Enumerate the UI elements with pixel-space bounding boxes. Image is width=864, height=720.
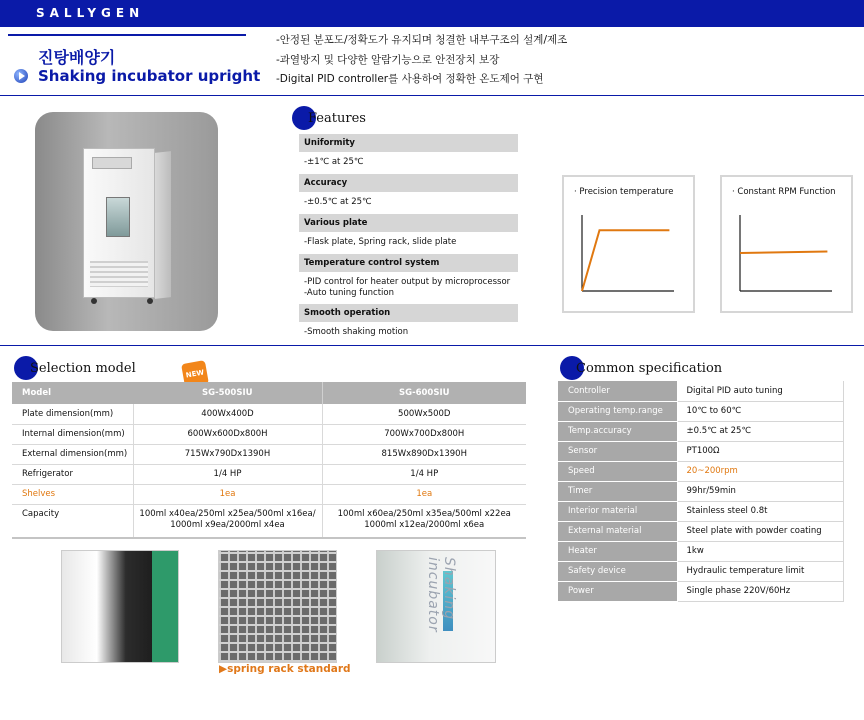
feature-label: Temperature control system (299, 254, 518, 272)
spec-value: 99hr/59min (677, 481, 844, 501)
series-line (582, 230, 669, 291)
spec-value: 10℃ to 60℃ (677, 401, 844, 421)
photo-caption: ▶spring rack standard (219, 663, 351, 675)
cell-value: 100ml x40ea/250ml x25ea/500ml x16ea/ 1000ml x9ea/2000ml x4ea (133, 504, 322, 538)
table-row (12, 444, 526, 464)
spec-key: Sensor (558, 441, 677, 461)
section-title: Common specification (576, 361, 723, 376)
graph-title: · Constant RPM Function (732, 187, 836, 197)
spec-value: Digital PID auto tuning (677, 381, 844, 401)
section-title: Features (308, 111, 366, 126)
door-window (106, 197, 130, 237)
column-header: Model (12, 382, 133, 404)
spec-row (558, 541, 844, 561)
table-header-row (12, 382, 526, 404)
row-label: Capacity (12, 504, 133, 538)
spec-row (558, 421, 844, 441)
product-title-english: Shaking incubator upright (38, 67, 261, 85)
cabinet-side (155, 151, 171, 299)
photo-lettering: Shaking incubator (425, 557, 457, 633)
feature-label: Various plate (299, 214, 518, 232)
graph-title: · Precision temperature (574, 187, 674, 197)
feature-label: Uniformity (299, 134, 518, 152)
spec-value: ±0.5℃ at 25℃ (677, 421, 844, 441)
feature-value: -Flask plate, Spring rack, slide plate (304, 237, 457, 247)
spec-row (558, 481, 844, 501)
spec-row (558, 581, 844, 601)
row-label: Shelves (12, 484, 133, 504)
spec-key: Safety device (558, 561, 677, 581)
section-title: Selection model (30, 361, 136, 376)
table-row (12, 404, 526, 424)
table-row (12, 464, 526, 484)
caster-wheel (91, 298, 97, 304)
feature-value: -Smooth shaking motion (304, 327, 409, 337)
divider (0, 345, 864, 346)
product-photo (35, 112, 218, 331)
spec-row (558, 521, 844, 541)
top-banner (0, 0, 864, 27)
spec-value: Hydraulic temperature limit (677, 561, 844, 581)
spec-table (558, 381, 844, 602)
spec-row (558, 401, 844, 421)
spec-key: Temp.accuracy (558, 421, 677, 441)
cell-value: 1ea (322, 484, 526, 504)
cell-value: 1/4 HP (322, 464, 526, 484)
product-title-korean: 진탕배양기 (38, 48, 116, 67)
spec-key: Operating temp.range (558, 401, 677, 421)
feature-label: Accuracy (299, 174, 518, 192)
row-label: Plate dimension(mm) (12, 404, 133, 424)
spec-key: Speed (558, 461, 677, 481)
table-row (12, 424, 526, 444)
cell-value: 1/4 HP (133, 464, 322, 484)
vent-grill (90, 261, 148, 287)
column-header: SG-600SIU (322, 382, 526, 404)
feature-label: Smooth operation (299, 304, 518, 322)
row-label: External dimension(mm) (12, 444, 133, 464)
spec-key: Heater (558, 541, 677, 561)
features-heading (292, 106, 492, 132)
table-row (12, 484, 526, 504)
spec-value: 20~200rpm (677, 461, 844, 481)
spec-row (558, 561, 844, 581)
table-row (12, 504, 526, 538)
caster-wheel (147, 298, 153, 304)
graph-plot (722, 177, 851, 311)
feature-value: -±0.5℃ at 25℃ (304, 197, 372, 207)
feature-value: -±1℃ at 25℃ (304, 157, 364, 167)
heading-rule (8, 34, 246, 36)
spec-value: Single phase 220V/60Hz (677, 581, 844, 601)
cell-value: 715Wx790Dx1390H (133, 444, 322, 464)
side-label-photo (376, 550, 496, 663)
cabinet-front (83, 148, 155, 298)
spec-key: Controller (558, 381, 677, 401)
spec-value: Stainless steel 0.8t (677, 501, 844, 521)
features-list (299, 134, 518, 344)
door-detail-photo (61, 550, 179, 663)
spec-key: Power (558, 581, 677, 601)
brand-name: SALLYGEN (36, 6, 145, 20)
play-bullet-icon (14, 69, 28, 83)
spec-key: Timer (558, 481, 677, 501)
spec-value: Steel plate with powder coating (677, 521, 844, 541)
cell-value: 815Wx890Dx1390H (322, 444, 526, 464)
spec-row (558, 441, 844, 461)
cell-value: 100ml x60ea/250ml x35ea/500ml x22ea 1000ml x12ea/2000ml x6ea (322, 504, 526, 538)
feature-value: -PID control for heater output by microprocessor -Auto tuning function (304, 277, 511, 298)
control-panel (92, 157, 132, 169)
row-label: Internal dimension(mm) (12, 424, 133, 444)
row-label: Refrigerator (12, 464, 133, 484)
cell-value: 400Wx400D (133, 404, 322, 424)
cell-value: 700Wx700Dx800H (322, 424, 526, 444)
cell-value: 1ea (133, 484, 322, 504)
column-header: SG-500SIU (133, 382, 322, 404)
spec-row (558, 501, 844, 521)
selection-heading (14, 356, 194, 382)
series-line (740, 251, 827, 253)
description-line: -과열방지 및 다양한 알람기능으로 안전장치 보장 (276, 54, 500, 66)
spec-key: Interior material (558, 501, 677, 521)
spec-heading (560, 356, 760, 382)
constant-rpm-graph (720, 175, 853, 313)
spec-row (558, 461, 844, 481)
precision-temperature-graph (562, 175, 695, 313)
cell-value: 500Wx500D (322, 404, 526, 424)
spec-key: External material (558, 521, 677, 541)
description-line: -안정된 분포도/정확도가 유지되며 청결한 내부구조의 설계/제조 (276, 34, 568, 46)
selection-table (12, 382, 526, 539)
spec-row (558, 381, 844, 401)
spec-value: PT100Ω (677, 441, 844, 461)
divider (0, 95, 864, 96)
new-badge-icon: NEW (181, 360, 209, 388)
description-line: -Digital PID controller를 사용하여 정확한 온도제어 구현 (276, 73, 544, 85)
spring-rack-photo (218, 550, 337, 663)
graph-plot (564, 177, 693, 311)
spec-value: 1kw (677, 541, 844, 561)
cell-value: 600Wx600Dx800H (133, 424, 322, 444)
